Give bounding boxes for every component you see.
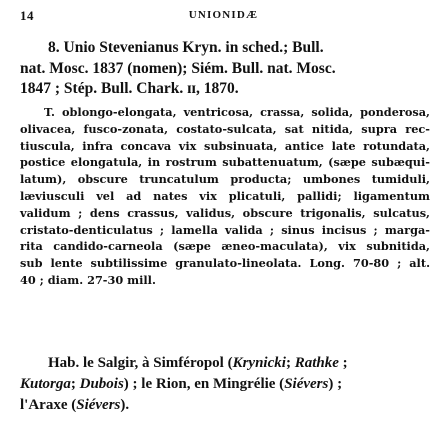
species-diagnosis [20, 104, 430, 289]
diagnosis-line: rita candido-carneola (sæpe æneo-maculata), vix subnitida, [20, 239, 430, 254]
title-line-1 [20, 38, 430, 59]
diagnosis-line: læviusculi vel ad nates vix plicatuli, pallidi; ligamentum [20, 188, 430, 203]
species-name: Unio Stevenianus Kryn. [63, 39, 222, 56]
running-head: UNIONIDÆ [188, 9, 259, 21]
page-number: 14 [20, 8, 34, 23]
collector-dubois: Dubois [79, 376, 124, 392]
collector-krynicki: Krynicki [232, 355, 286, 371]
collector-kutorga: Kutorga [20, 376, 71, 392]
diagnosis-line: cristato-denticulatus ; lamella valida ; sinus incisus ; marga- [20, 222, 430, 237]
diagnosis-line: olivacea, fusco-zonata, costato-sulcata, sat nitida, supra rec- [20, 121, 430, 136]
collector-rathke: Rathke [294, 355, 339, 371]
diagnosis-line: postice elongatula, in rostrum subattenuatum, (sæpe subæqui- [20, 155, 430, 170]
title-line-1-rest: in sched.; Bull. [221, 39, 324, 56]
title-line-2: nat. Mosc. 1837 (nomen); Siém. Bull. nat. Mosc. [20, 59, 336, 77]
diagnosis-line: latum), obscure truncatulum producta; umbones tumiduli, [20, 172, 430, 187]
habitat-paragraph [20, 353, 430, 416]
diagnosis-line: T. oblongo-elongata, ventricosa, crassa, solida, ponderosa, [44, 105, 430, 119]
diagnosis-line: sub lente subtilissime granulato-lineolata. Long. 70-80 ; alt. [20, 256, 430, 271]
page-header [20, 8, 427, 28]
diagnosis-line: validum ; dens crassus, validus, obscure trigonalis, sulcatus, [20, 205, 430, 220]
collector-sievers-2: Siévers [76, 397, 121, 413]
habitat-line-1: Hab. le Salgir, à Simféropol (Krynicki; Rathke ; [48, 355, 348, 371]
habitat-line-3: l'Araxe (Siévers). [20, 397, 130, 413]
diagnosis-line: tiuscula, infra concava vix subsinuata, antice late rotundata, [20, 138, 430, 153]
title-line-3: 1847 ; Stép. Bull. Chark. ɪɪ, 1870. [20, 80, 239, 97]
diagnosis-line: 40 ; diam. 27-30 mill. [20, 272, 156, 287]
species-title [20, 38, 430, 100]
habitat-line-2: Kutorga; Dubois) ; le Rion, en Mingrélie (Siévers) ; [20, 376, 343, 392]
collector-sievers: Siévers [284, 376, 329, 392]
entry-number: 8. [48, 39, 60, 56]
